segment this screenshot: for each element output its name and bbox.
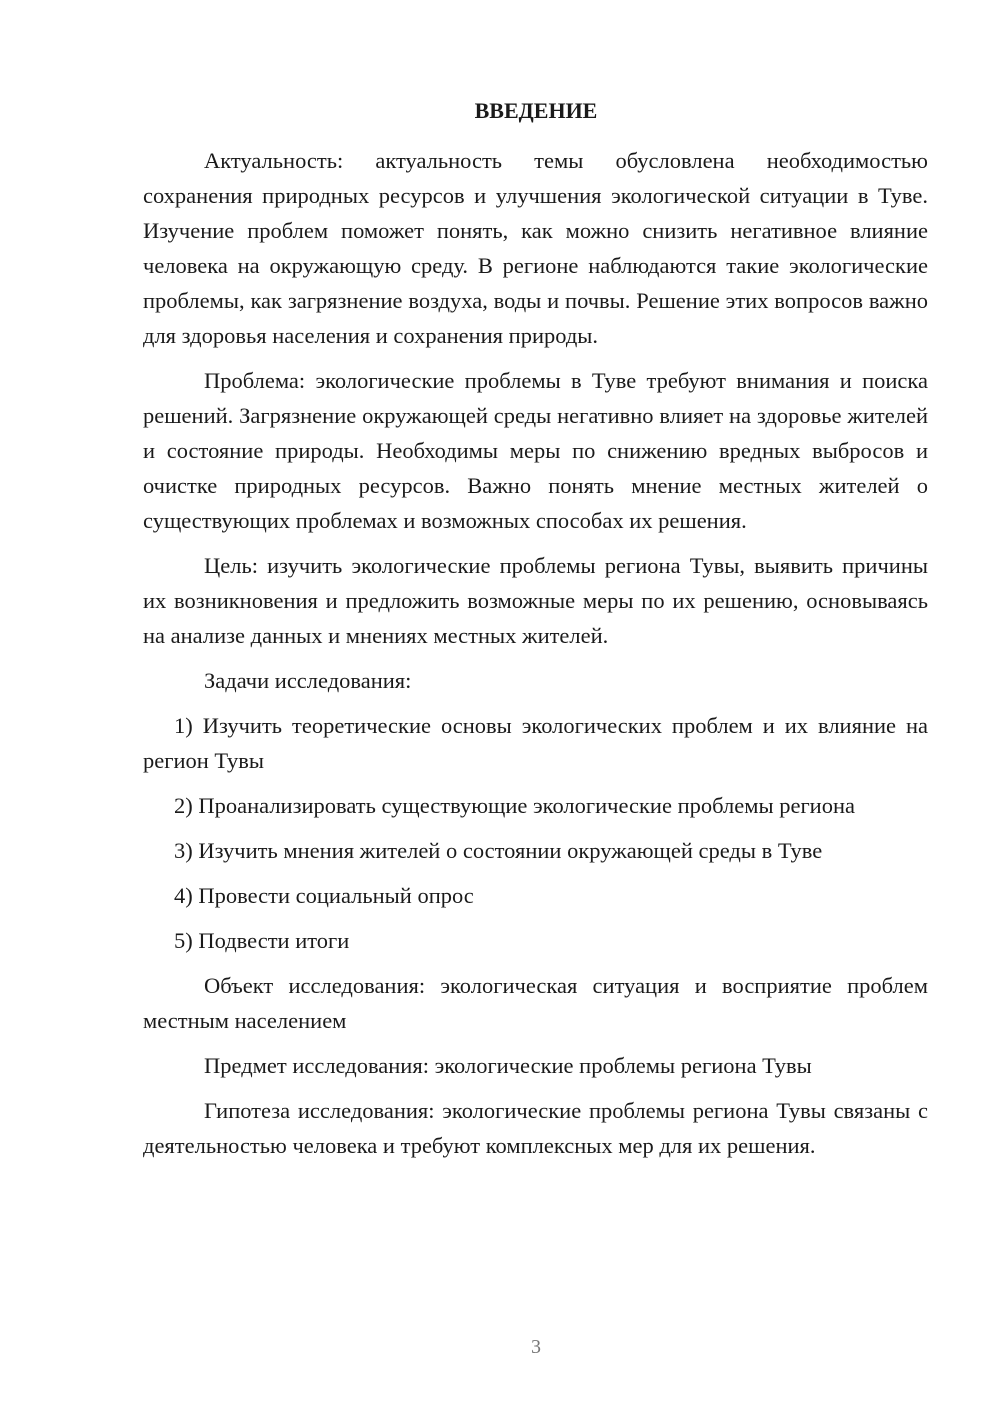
relevance-paragraph: Актуальность: актуальность темы обусловлена необходимостью сохранения природных ресурсов и улучшения экологической ситуации в Туве. Изучение проблем поможет понять, как можно снизить негативное влияние человека на окружающую среду. В регионе наблюдаются такие экологические проблемы, как загрязнение воздуха, воды и почвы. Решение этих вопросов важно для здоровья населения и сохранения природы. (143, 148, 928, 348)
task-item: 1) Изучить теоретические основы экологических проблем и их влияние на регион Тувы (143, 713, 928, 773)
object-paragraph: Объект исследования: экологическая ситуация и восприятие проблем местным населением (143, 973, 928, 1033)
problem-paragraph: Проблема: экологические проблемы в Туве требуют внимания и поиска решений. Загрязнение окружающей среды негативно влияет на здоровье жителей и состояние природы. Необходимы меры по снижению вредных выбросов и очистке природных ресурсов. Важно понять мнение местных жителей о существующих проблемах и возможных способах их решения. (143, 368, 928, 533)
tasks-title: Задачи исследования: (204, 668, 412, 693)
hypothesis-paragraph: Гипотеза исследования: экологические проблемы региона Тувы связаны с деятельностью человека и требуют комплексных мер для их решения. (143, 1098, 928, 1158)
page-number: 3 (531, 1336, 541, 1358)
subject-paragraph: Предмет исследования: экологические проблемы региона Тувы (204, 1053, 812, 1078)
goal-paragraph: Цель: изучить экологические проблемы региона Тувы, выявить причины их возникновения и предложить возможные меры по их решению, основываясь на анализе данных и мнениях местных жителей. (143, 553, 928, 648)
task-item: 4) Провести социальный опрос (174, 883, 474, 908)
document-body (143, 143, 928, 1173)
page-title: ВВЕДЕНИЕ (474, 98, 598, 123)
task-item: 2) Проанализировать существующие экологические проблемы региона (174, 793, 855, 818)
task-item: 5) Подвести итоги (174, 928, 350, 953)
task-item: 3) Изучить мнения жителей о состоянии окружающей среды в Туве (174, 838, 823, 863)
